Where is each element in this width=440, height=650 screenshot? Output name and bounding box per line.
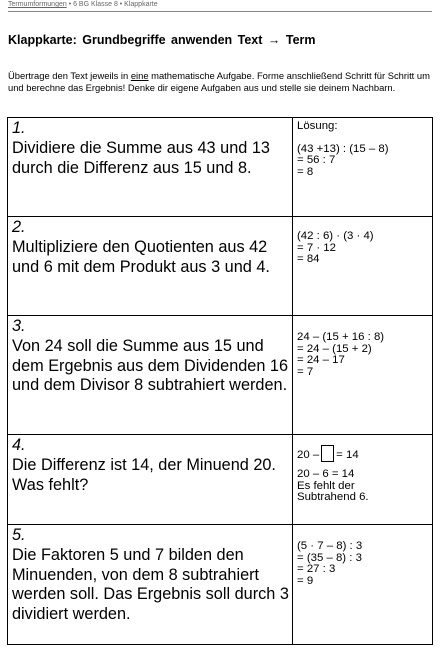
solution-cell-4: [293, 435, 433, 525]
solution-line: (5 · 7 – 8) : 3: [297, 540, 363, 552]
solution-line: = (35 – 8) : 3: [297, 551, 362, 564]
solution-line: Es fehlt der: [297, 479, 355, 492]
task-row-5: [8, 525, 433, 645]
solution-label: Lösung:: [297, 120, 338, 132]
solution-line: = 84: [297, 253, 320, 265]
solution-line: 24 – (15 + 16 : 8): [297, 331, 385, 343]
solution-line: 20 – 6 = 14: [297, 468, 355, 480]
task-text: Multipliziere den Quotienten aus 42 und 6 mit dem Produkt aus 3 und 4.: [12, 237, 270, 276]
header-breadcrumb: • 6 BG Klasse 8 • Klappkarte: [66, 1, 158, 8]
instructions-part-1: Übertrage den Text jeweils in: [8, 70, 131, 81]
task-text: Dividiere die Summe aus 43 und 13 durch die Differenz aus 15 und 8.: [12, 138, 270, 177]
solution-cell-1: [293, 118, 433, 217]
task-text: Die Differenz ist 14, der Minuend 20. Was fehlt?: [12, 455, 276, 494]
solution-line: = 7: [297, 365, 314, 378]
task-number: 1.: [12, 119, 26, 137]
task-cell-3: [8, 316, 293, 435]
solution-line: = 24 – (15 + 2): [297, 342, 372, 355]
instructions-part-2: mathematische Aufgabe. Forme anschließend Schritt für Schritt um und berechne das Ergebnis! Denke dir eigene Aufgaben aus und stelle sie deinem Nachbarn.: [8, 70, 430, 93]
task-number: 2.: [12, 218, 26, 236]
solution-line: (43 +13) : (15 – 8): [297, 142, 389, 155]
task-row-3: [8, 316, 433, 435]
empty-box-placeholder: [321, 445, 334, 462]
document-header: [8, 1, 432, 12]
solution-line: = 27 : 3: [297, 563, 336, 575]
task-cell-4: [8, 435, 293, 525]
solution-cell-3: [293, 316, 433, 435]
box-equation-right: = 14: [336, 449, 359, 461]
solution-line: = 8: [297, 165, 314, 178]
solution-line: = 24 – 17: [297, 354, 345, 366]
solution-line: = 9: [297, 574, 314, 587]
solution-line: Subtrahend 6.: [297, 491, 369, 503]
solution-line: = 7 · 12: [297, 241, 336, 254]
task-row-1: [8, 118, 433, 217]
task-row-2: [8, 217, 433, 316]
task-table: [7, 117, 433, 645]
task-text: Die Faktoren 5 und 7 bilden den Minuenden, von dem 8 subtrahiert werden soll. Das Ergebnis soll durch 3 dividiert werden.: [12, 545, 289, 624]
solution-line: = 56 : 7: [297, 154, 336, 166]
solution-cell-5: [293, 525, 433, 645]
header-link[interactable]: Termumformungen: [8, 1, 67, 8]
page-title: Klappkarte: Grundbegriffe anwenden Text → Term: [8, 33, 316, 47]
task-cell-5: [8, 525, 293, 645]
task-row-4: [8, 435, 433, 525]
task-cell-2: [8, 217, 293, 316]
task-text: Von 24 soll die Summe aus 15 und dem Ergebnis aus dem Dividenden 16 und dem Divisor 8 subtrahiert werden.: [12, 336, 289, 395]
instructions-underlined: eine: [130, 70, 149, 81]
task-cell-1: [8, 118, 293, 217]
solution-cell-2: [293, 217, 433, 316]
task-number: 4.: [12, 436, 26, 454]
task-number: 3.: [12, 317, 26, 335]
task-number: 5.: [12, 526, 26, 544]
box-equation-left: 20 –: [297, 449, 320, 461]
instructions: [8, 70, 436, 94]
solution-equation-with-box: [297, 445, 429, 462]
solution-line: (42 : 6) · (3 · 4): [297, 230, 374, 242]
